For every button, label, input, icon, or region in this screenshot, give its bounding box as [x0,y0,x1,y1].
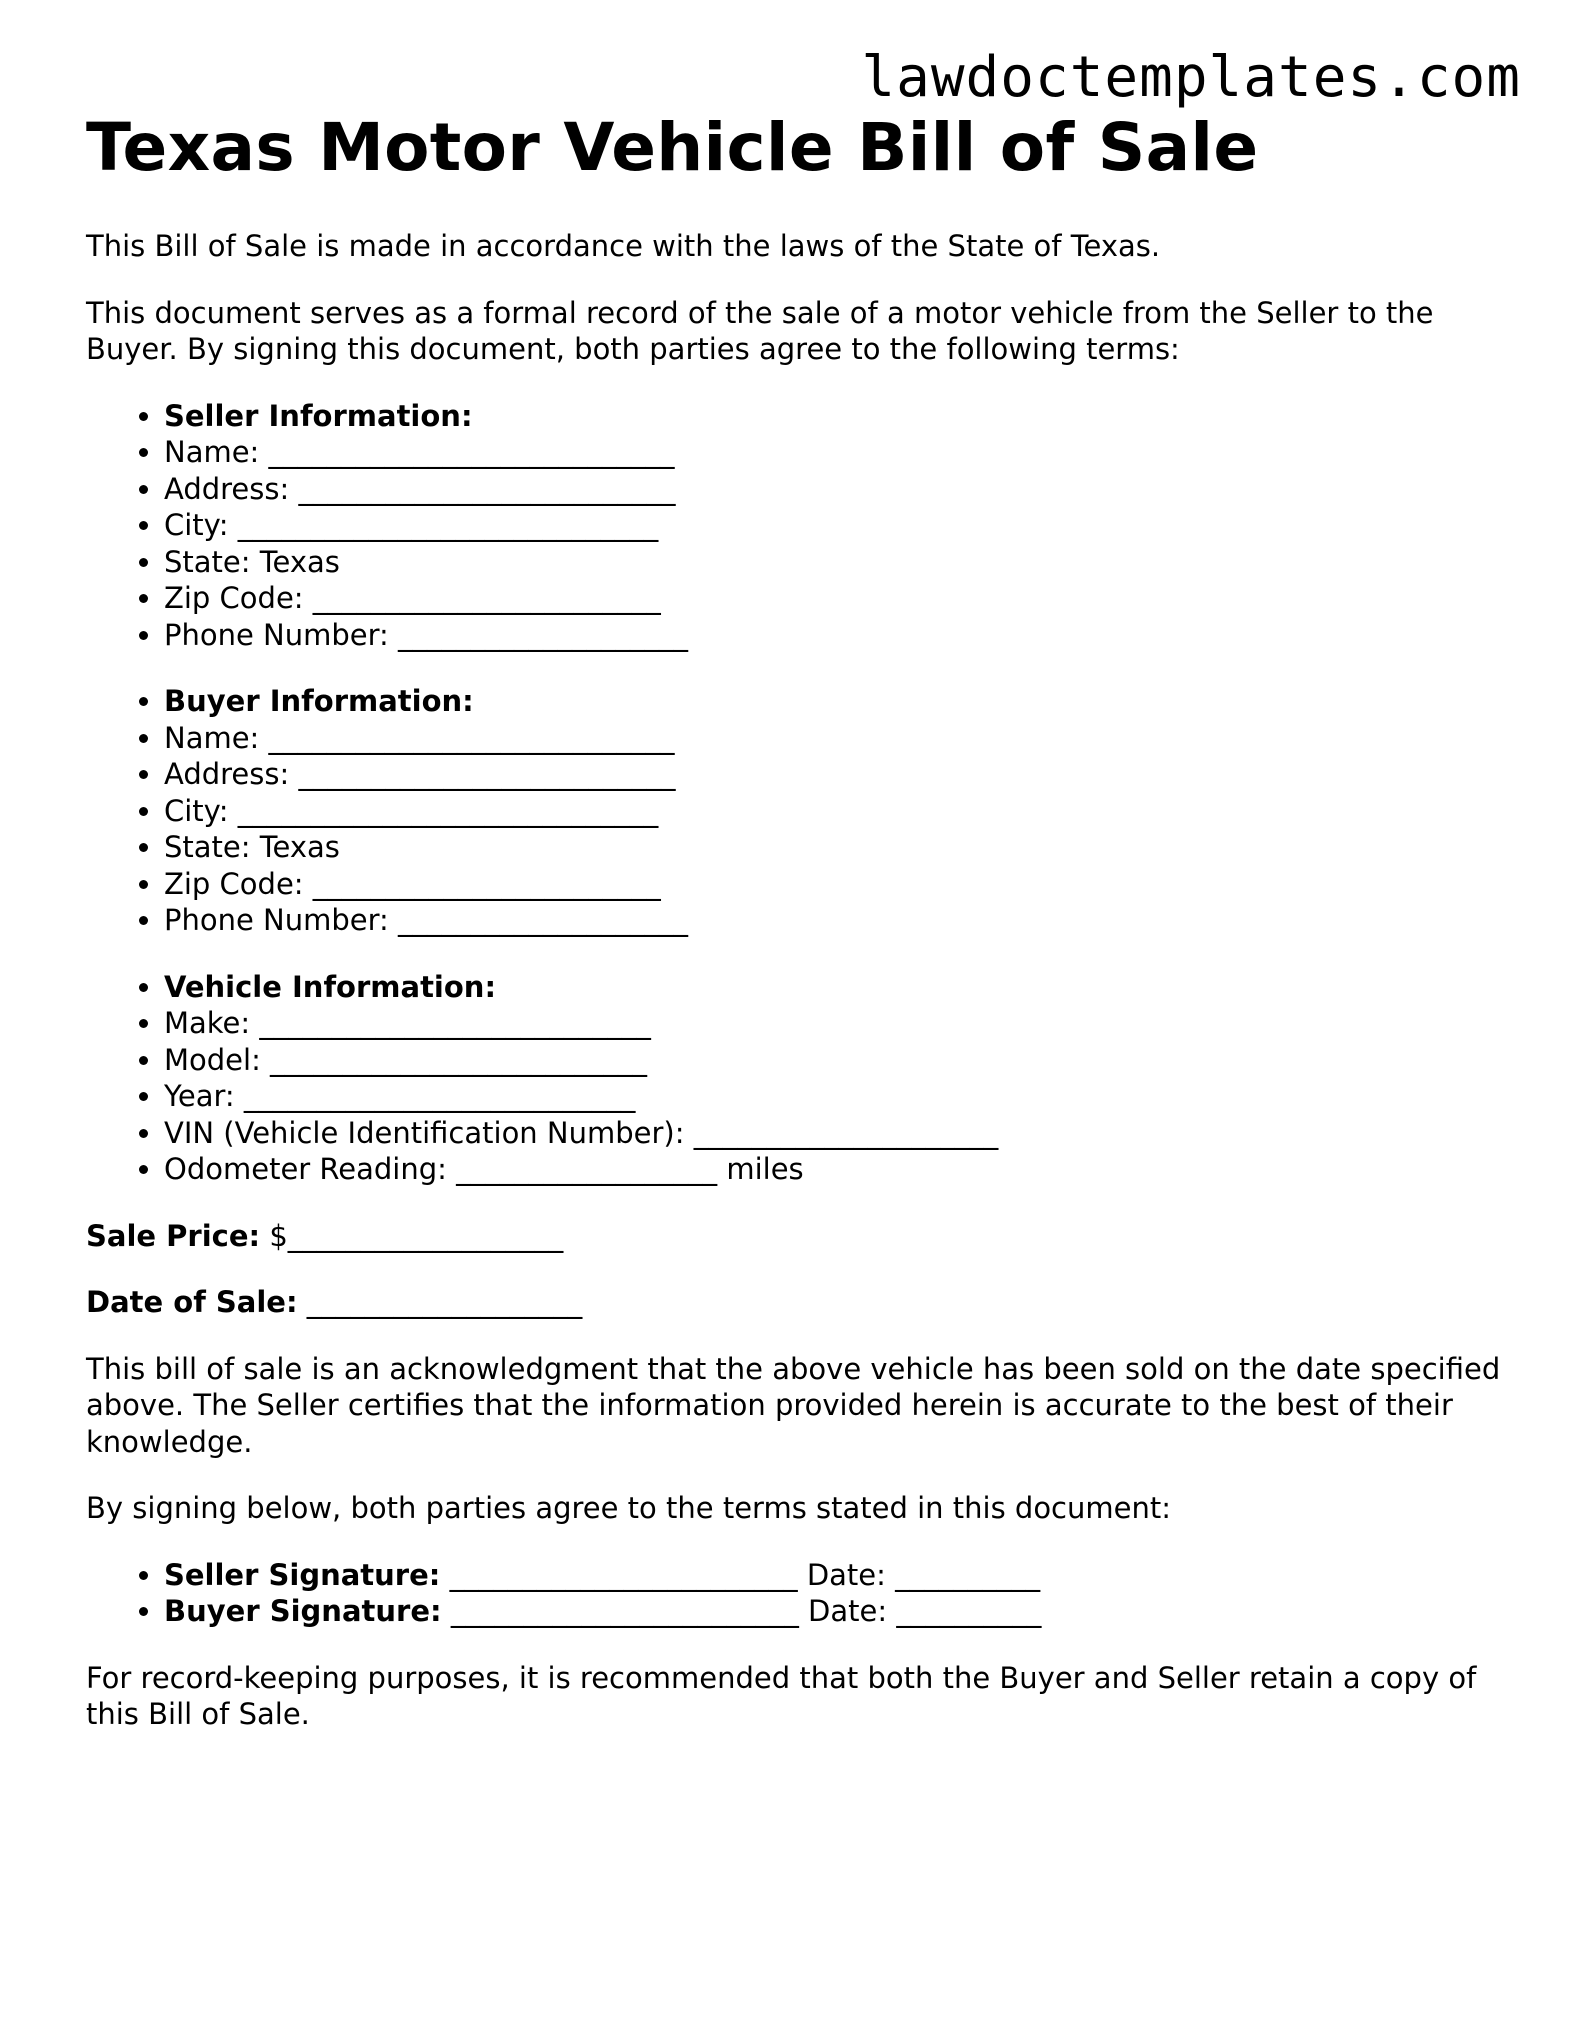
seller-information-list [86,398,1506,654]
buyer-information-list [86,683,1506,939]
site-watermark: lawdoctemplates.com [861,45,1521,110]
buyer-name-field: • Name: ____________________________ [164,720,1506,757]
vehicle-make-field: • Make: ___________________________ [164,1005,1506,1042]
date-of-sale-line [86,1284,1506,1321]
vehicle-vin-field: • VIN (Vehicle Identification Number): _____________________ [164,1115,1506,1152]
seller-phone-field: • Phone Number: ____________________ [164,617,1506,654]
date-of-sale-blank: ___________________ [297,1285,583,1319]
date-of-sale-label: Date of Sale: [86,1285,298,1319]
seller-state-field: • State: Texas [164,544,1506,581]
document-title: Texas Motor Vehicle Bill of Sale [86,109,1259,186]
seller-signature-blank: ________________________ Date: __________ [440,1557,1041,1592]
vehicle-heading: • Vehicle Information: [164,969,1506,1006]
signature-list [86,1557,1506,1630]
vehicle-year-field: • Year: ___________________________ [164,1078,1506,1115]
buyer-state-field: • State: Texas [164,829,1506,866]
buyer-phone-field: • Phone Number: ____________________ [164,902,1506,939]
buyer-signature-label: Buyer Signature: [164,1594,442,1628]
acknowledgment-paragraph: This bill of sale is an acknowledgment that the above vehicle has been sold on the date specified above. The Seller certifies that the information provided herein is accurate to the best of their knowledge. [86,1351,1501,1459]
footer-paragraph: For record-keeping purposes, it is recommended that both the Buyer and Seller retain a copy of this Bill of Sale. [86,1660,1477,1731]
buyer-zip-field: • Zip Code: ________________________ [164,866,1506,903]
seller-name-field: • Name: ____________________________ [164,434,1506,471]
sale-price-label: Sale Price: [86,1218,261,1253]
buyer-address-field: • Address: __________________________ [164,756,1506,793]
buyer-city-field: • City: _____________________________ [164,793,1506,830]
seller-address-field: • Address: __________________________ [164,471,1506,508]
buyer-signature-line [164,1593,1506,1630]
intro-paragraph-2: This document serves as a formal record of the sale of a motor vehicle from the Seller to the Buyer. By signing this document, both parties agree to the following terms: [86,295,1434,366]
vehicle-odometer-field: • Odometer Reading: __________________ miles [164,1151,1506,1188]
signing-intro-paragraph: By signing below, both parties agree to the terms stated in this document: [86,1491,1171,1525]
vehicle-model-field: • Model: __________________________ [164,1042,1506,1079]
seller-city-field: • City: _____________________________ [164,507,1506,544]
seller-signature-label: Seller Signature: [164,1557,441,1592]
seller-zip-field: • Zip Code: ________________________ [164,580,1506,617]
seller-heading: • Seller Information: [164,398,1506,435]
seller-signature-line [164,1557,1506,1594]
buyer-signature-blank: ________________________ Date: __________ [441,1594,1042,1628]
intro-paragraph-1: This Bill of Sale is made in accordance with the laws of the State of Texas. [86,229,1161,263]
sale-price-blank: $___________________ [260,1218,564,1253]
vehicle-information-list [86,969,1506,1188]
buyer-heading: • Buyer Information: [164,683,1506,720]
document-body [86,108,1506,1763]
sale-price-line [86,1218,1506,1255]
